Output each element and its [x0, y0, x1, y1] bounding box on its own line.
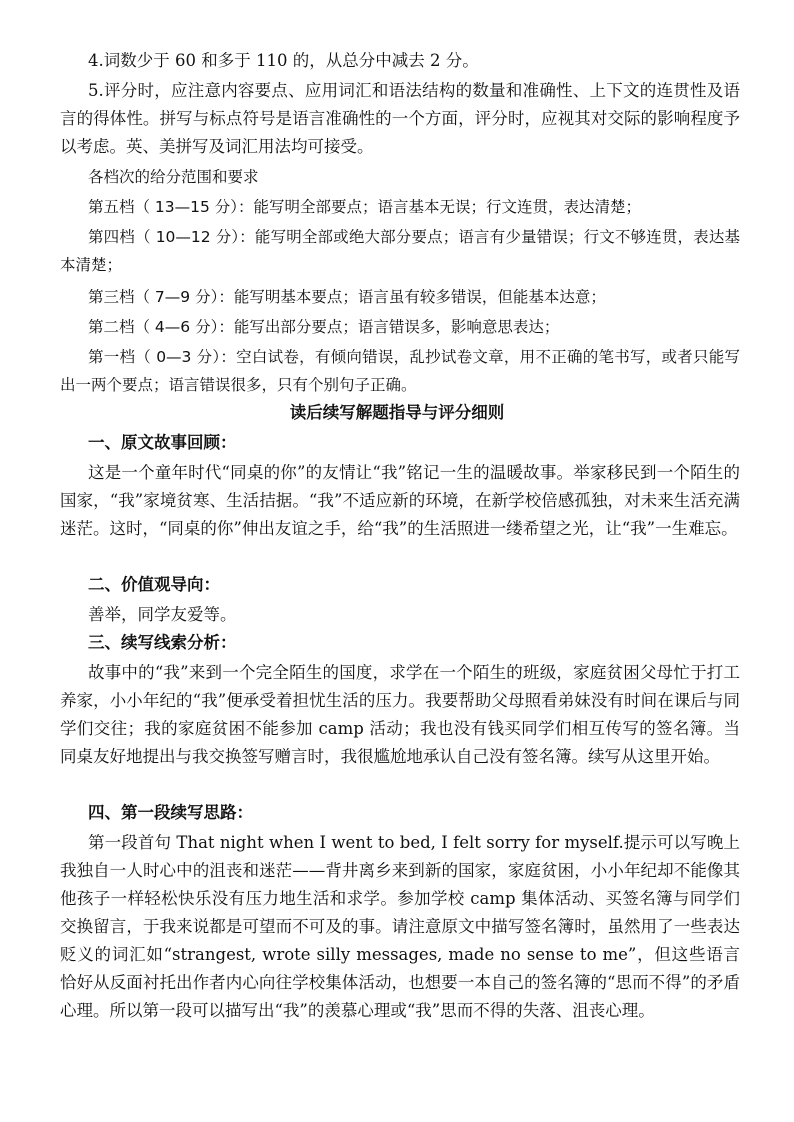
- heading-values: 二、价值观导向：: [88, 575, 220, 594]
- rule-5: 5.评分时，应注意内容要点、应用词汇和语法结构的数量和准确性、上下文的连贯性及语言的得体性。拼写与标点符号是语言准确性的一个方面，评分时，应视其对交际的影响程度予以考虑。英、美拼写及词汇用法均可接受。: [60, 81, 740, 156]
- heading-first-paragraph: 四、第一段续写思路：: [88, 803, 253, 822]
- grade-5: 第五档（ 13—15 分）：能写明全部要点；语言基本无误；行文连贯，表达清楚；: [88, 198, 642, 216]
- grade-1: 第一档（ 0—3 分）：空白试卷，有倾向错误，乱抄试卷文章，用不正确的笔书写，或者只能写出一两个要点；语言错误很多，只有个别句子正确。: [60, 348, 740, 394]
- clue-analysis-body: 故事中的“我”来到一个完全陌生的国度，求学在一个陌生的班级，家庭贫困父母忙于打工养家，小小年纪的“我”便承受着担忧生活的压力。我要帮助父母照看弟妹没有时间在课后与同学们交往；我的家庭贫困不能参加 camp 活动；我也没有钱买同学们相互传写的签名簿。当同桌友好地提出与我交换签写赠言时，我很尴尬地承认自己没有签名簿。续写从这里开始。: [60, 663, 740, 766]
- section-title: 读后续写解题指导与评分细则: [289, 403, 505, 422]
- rule-4: 4.词数少于 60 和多于 110 的，从总分中减去 2 分。: [88, 51, 479, 70]
- heading-story-review: 一、原文故事回顾：: [88, 433, 237, 452]
- grades-header: 各档次的给分范围和要求: [88, 168, 259, 186]
- values-body: 善举，同学友爱等。: [88, 605, 237, 624]
- grade-2: 第二档（ 4—6 分）：能写出部分要点；语言错误多，影响意思表达；: [88, 318, 560, 336]
- grade-4: 第四档（ 10—12 分）：能写明全部或绝大部分要点；语言有少量错误；行文不够连贯，表达基本清楚；: [60, 228, 740, 274]
- story-review-body: 这是一个童年时代“同桌的你”的友情让“我”铭记一生的温暖故事。举家移民到一个陌生的国家，“我”家境贫寒、生活拮据。“我”不适应新的环境，在新学校倍感孤独，对未来生活充满迷茫。这时，“同桌的你”伸出友谊之手，给“我”的生活照进一缕希望之光，让“我”一生难忘。: [60, 463, 740, 538]
- grade-3: 第三档（ 7—9 分）：能写明基本要点；语言虽有较多错误，但能基本达意；: [88, 288, 606, 306]
- first-paragraph-body: 第一段首句 That night when I went to bed, I felt sorry for myself.提示可以写晚上我独自一人时心中的沮丧和迷茫——背井离乡来到新的国家，家庭贫困，小小年纪却不能像其他孩子一样轻松快乐没有压力地生活和求学。参加学校 camp 集体活动、买签名簿与同学们交换留言，于我来说都是可望而不可及的事。请注意原文中描写签名簿时，虽然用了一些表达贬义的词汇如“strangest, wrote silly messages, made no sense to me”，但这些语言恰好从反面衬托出作者内心向往学校集体活动，也想要一本自己的签名簿的“思而不得”的矛盾心理。所以第一段可以描写出“我”的羡慕心理或“我”思而不得的失落、沮丧心理。: [60, 833, 740, 1020]
- heading-clue-analysis: 三、续写线索分析：: [88, 633, 237, 652]
